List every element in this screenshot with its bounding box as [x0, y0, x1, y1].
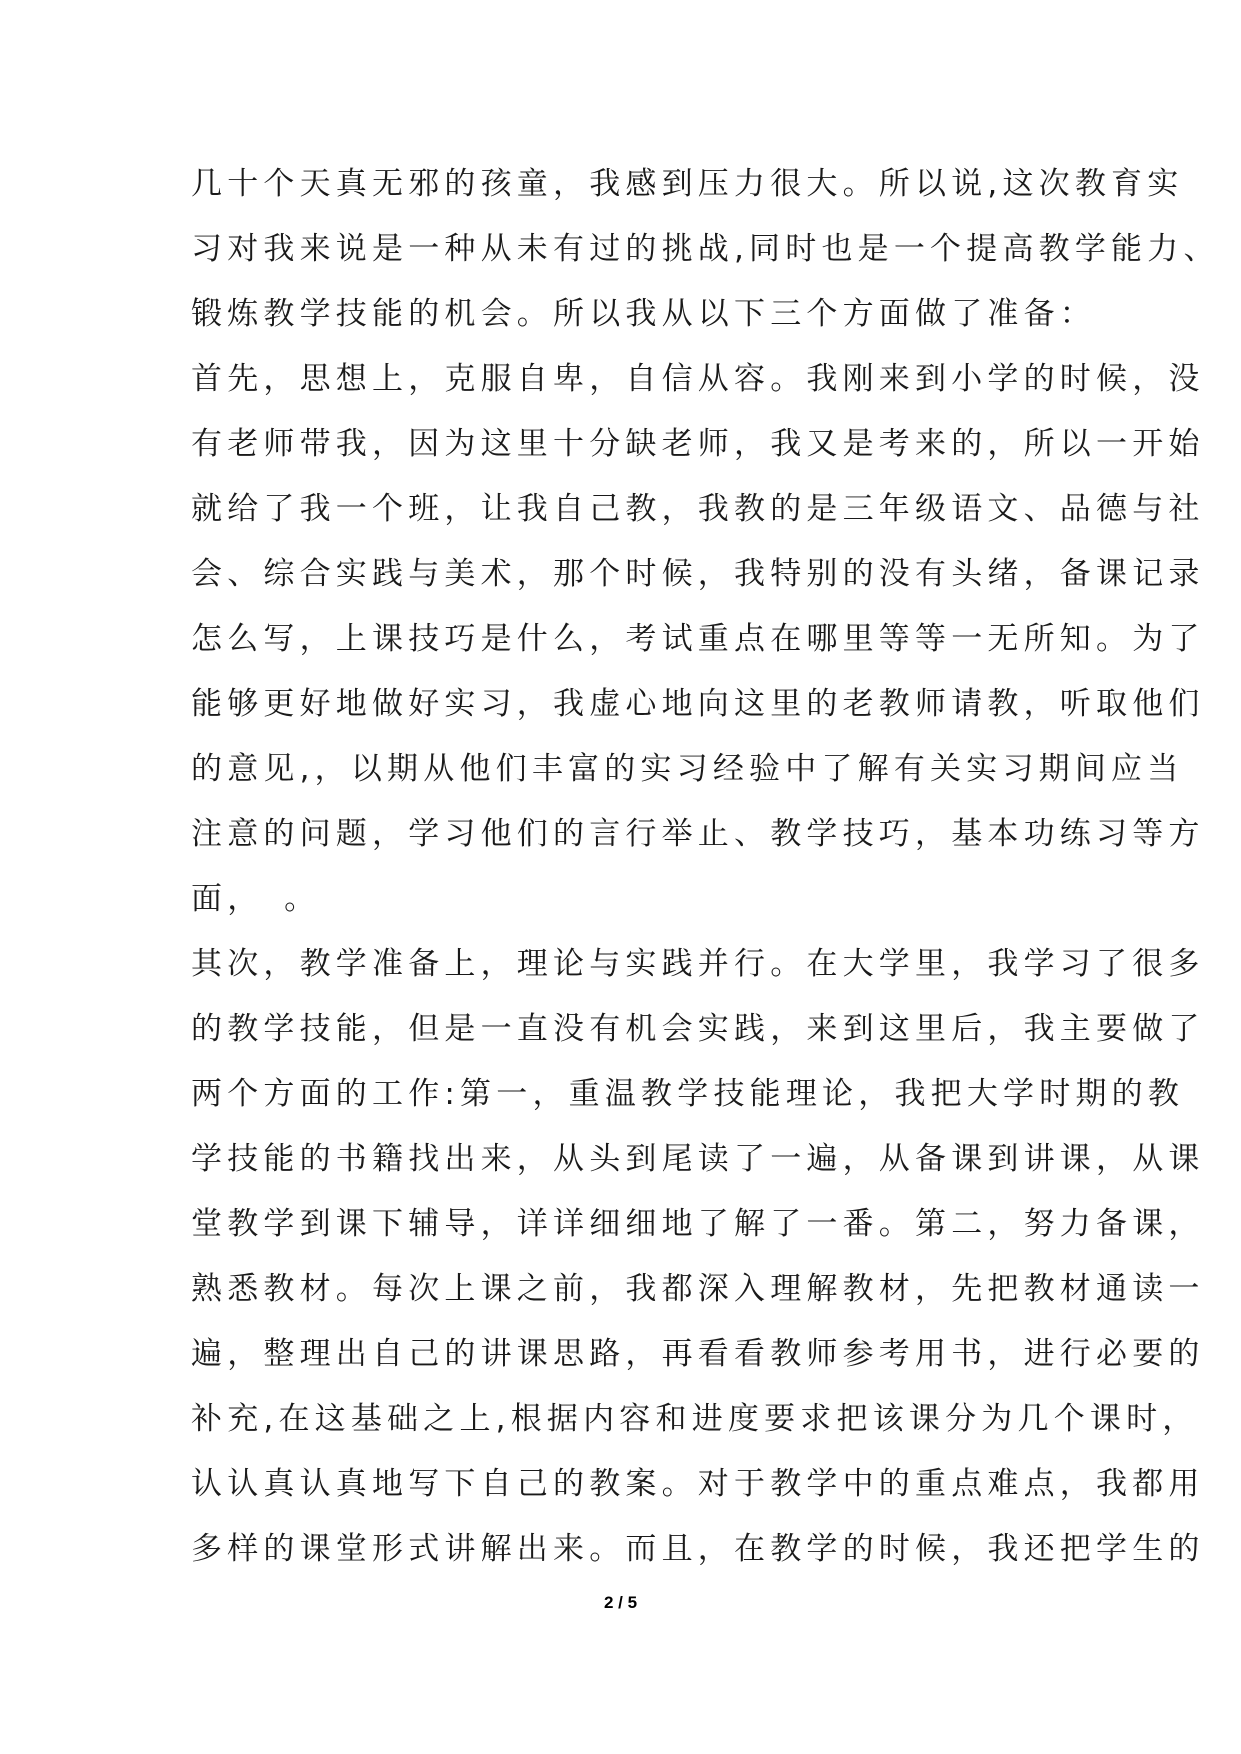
text-line: 就给了我一个班，让我自己教，我教的是三年级语文、品德与社 [191, 491, 1205, 527]
document-body [191, 152, 1220, 1582]
text-line: 的意见,，以期从他们丰富的实习经验中了解有关实习期间应当 [191, 751, 1184, 787]
text-line: 熟悉教材。每次上课之前，我都深入理解教材，先把教材通读一 [191, 1271, 1205, 1307]
text-line: 能够更好地做好实习，我虚心地向这里的老教师请教，听取他们 [191, 686, 1205, 722]
text-line: 首先，思想上，克服自卑，自信从容。我刚来到小学的时候，没 [191, 361, 1205, 397]
text-line: 遍，整理出自己的讲课思路，再看看教师参考用书，进行必要的 [191, 1336, 1205, 1372]
text-line: 补充,在这基础之上,根据内容和进度要求把该课分为几个课时， [191, 1401, 1199, 1437]
text-line: 会、综合实践与美术，那个时候，我特别的没有头绪，备课记录 [191, 556, 1205, 592]
text-line: 其次，教学准备上，理论与实践并行。在大学里，我学习了很多 [191, 946, 1205, 982]
text-line: 多样的课堂形式讲解出来。而且，在教学的时候，我还把学生的 [191, 1531, 1205, 1567]
text-line: 两个方面的工作:第一，重温教学技能理论，我把大学时期的教 [191, 1076, 1185, 1112]
text-line: 学技能的书籍找出来，从头到尾读了一遍，从备课到讲课，从课 [191, 1141, 1205, 1177]
text-line: 怎么写，上课技巧是什么，考试重点在哪里等等一无所知。为了 [191, 621, 1205, 657]
text-line: 面， 。 [191, 881, 321, 917]
text-line: 认认真认真地写下自己的教案。对于教学中的重点难点，我都用 [191, 1466, 1205, 1502]
text-line: 几十个天真无邪的孩童，我感到压力很大。所以说,这次教育实 [191, 166, 1184, 202]
text-line: 的教学技能，但是一直没有机会实践，来到这里后，我主要做了 [191, 1011, 1205, 1047]
text-line: 习对我来说是一种从未有过的挑战,同时也是一个提高教学能力、 [191, 231, 1220, 267]
text-line: 锻炼教学技能的机会。所以我从以下三个方面做了准备： [191, 296, 1096, 332]
text-line: 堂教学到课下辅导，详详细细地了解了一番。第二，努力备课， [191, 1206, 1205, 1242]
page-number: 2 / 5 [603, 1593, 638, 1612]
text-line: 有老师带我，因为这里十分缺老师，我又是考来的，所以一开始 [191, 426, 1205, 462]
text-line: 注意的问题，学习他们的言行举止、教学技巧，基本功练习等方 [191, 816, 1205, 852]
